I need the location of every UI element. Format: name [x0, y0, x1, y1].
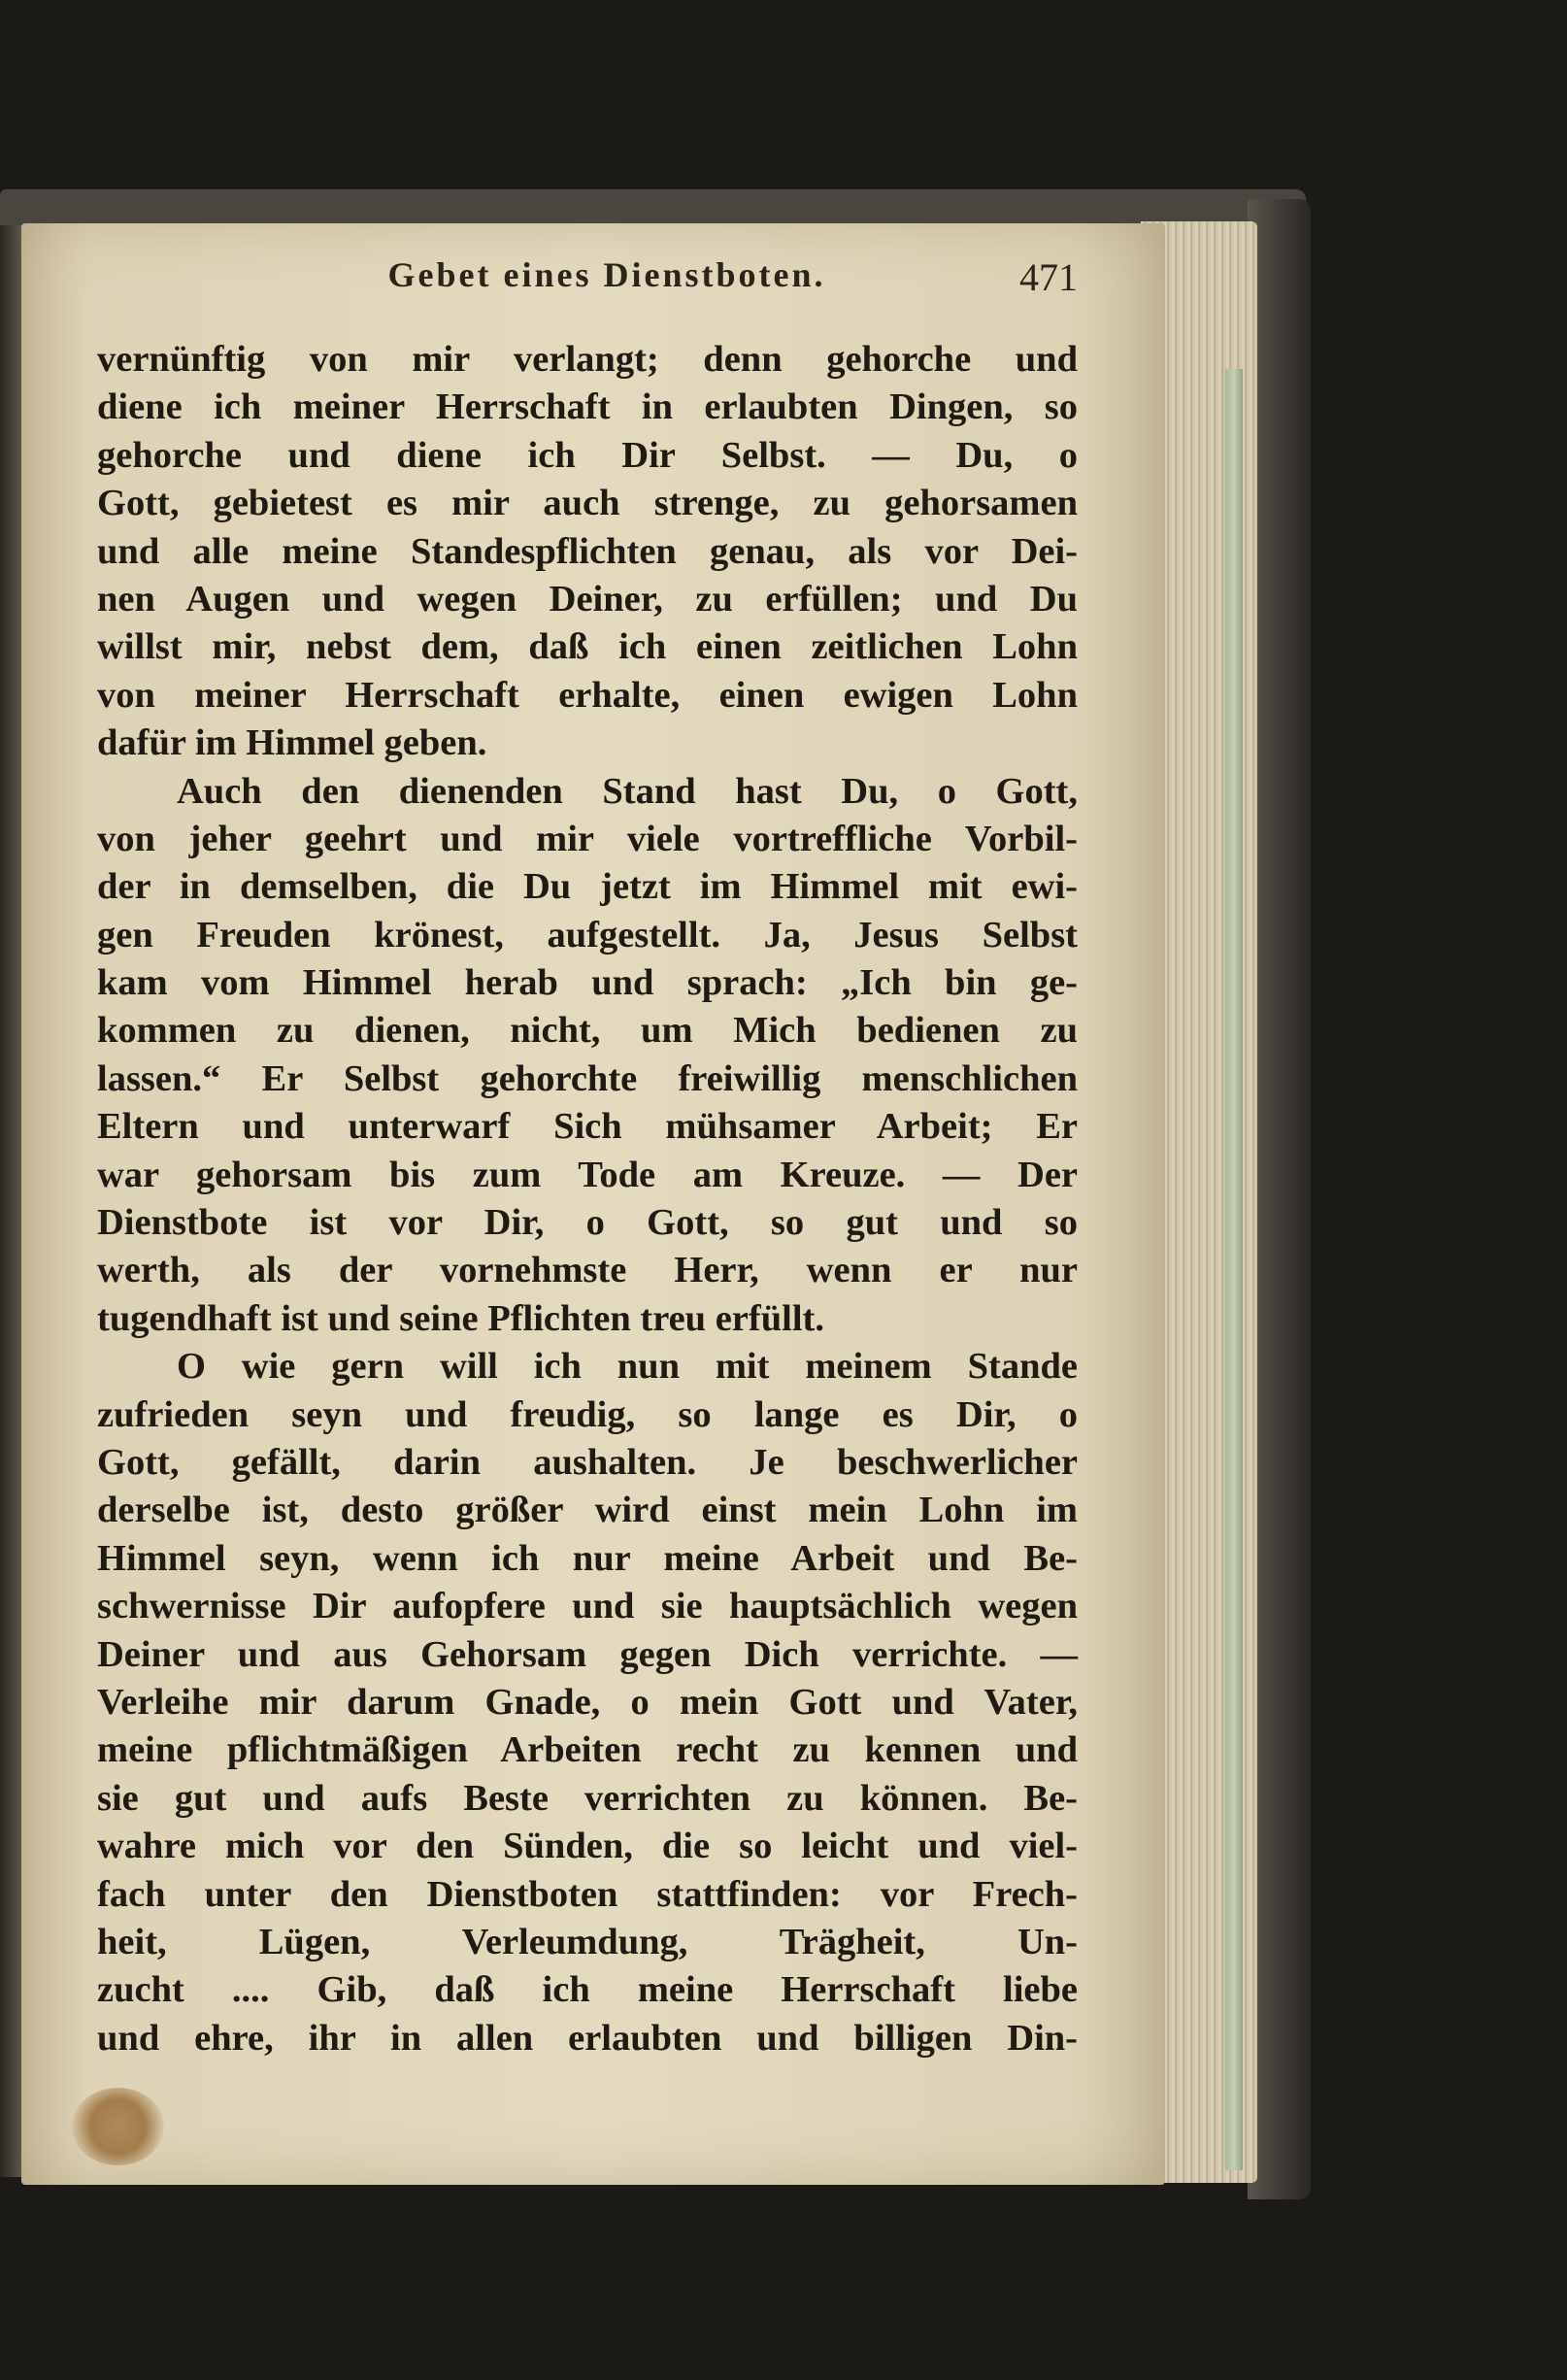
text-line: Gott, gefällt, darin aushalten. Je beschwerlicher	[97, 1441, 1078, 1483]
green-page-edge	[1225, 369, 1243, 2170]
text-line: tugendhaft ist und seine Pflichten treu erfüllt.	[97, 1297, 824, 1339]
text-line: kam vom Himmel herab und sprach: „Ich bin ge-	[97, 962, 1078, 1004]
text-line: Deiner und aus Gehorsam gegen Dich verrichte. —	[97, 1633, 1078, 1675]
text-line: Gott, gebietest es mir auch strenge, zu gehorsamen	[97, 483, 1078, 524]
text-line: O wie gern will ich nun mit meinem Stande	[177, 1346, 1078, 1388]
text-line: meine pflichtmäßigen Arbeiten recht zu kennen und	[97, 1729, 1078, 1771]
text-line: heit, Lügen, Verleumdung, Trägheit, Un-	[97, 1921, 1078, 1962]
text-line: und alle meine Standespflichten genau, als vor Dei-	[97, 530, 1078, 572]
text-line: sie gut und aufs Beste verrichten zu können. Be-	[97, 1777, 1078, 1819]
running-head: Gebet eines Dienstboten.	[387, 255, 826, 294]
text-line: lassen.“ Er Selbst gehorchte freiwillig menschlichen	[97, 1057, 1078, 1099]
text-line: Verleihe mir darum Gnade, o mein Gott und Vater,	[97, 1681, 1078, 1723]
text-line: werth, als der vornehmste Herr, wenn er nur	[97, 1250, 1078, 1291]
text-line: der in demselben, die Du jetzt im Himmel mit ewi-	[97, 866, 1078, 908]
text-line: vernünftig von mir verlangt; denn gehorche und	[97, 339, 1078, 380]
text-line: und ehre, ihr in allen erlaubten und billigen Din-	[97, 2017, 1078, 2059]
paper-stain	[72, 2088, 164, 2165]
text-line: schwernisse Dir aufopfere und sie hauptsächlich wegen	[97, 1586, 1078, 1627]
text-line: Eltern und unterwarf Sich mühsamer Arbeit; Er	[97, 1106, 1078, 1148]
body-text	[97, 336, 1078, 2062]
text-line: Dienstbote ist vor Dir, o Gott, so gut und so	[97, 1202, 1078, 1244]
text-line: willst mir, nebst dem, daß ich einen zeitlichen Lohn	[97, 626, 1078, 668]
text-line: von jeher geehrt und mir viele vortreffliche Vorbil-	[97, 818, 1078, 859]
text-line: gen Freuden krönest, aufgestellt. Ja, Jesus Selbst	[97, 914, 1078, 955]
text-line: diene ich meiner Herrschaft in erlaubten Dingen, so	[97, 386, 1078, 428]
text-line: nen Augen und wegen Deiner, zu erfüllen; und Du	[97, 578, 1078, 620]
text-line: fach unter den Dienstboten stattfinden: vor Frech-	[97, 1873, 1078, 1915]
text-line: gehorche und diene ich Dir Selbst. — Du, o	[97, 434, 1078, 476]
text-line: Himmel seyn, wenn ich nur meine Arbeit und Be-	[97, 1537, 1078, 1579]
text-line: kommen zu dienen, nicht, um Mich bedienen zu	[97, 1010, 1078, 1052]
text-line: Auch den dienenden Stand hast Du, o Gott,	[177, 770, 1078, 812]
text-line: dafür im Himmel geben.	[97, 722, 487, 764]
text-line: wahre mich vor den Sünden, die so leicht und viel-	[97, 1826, 1078, 1867]
text-line: zucht .... Gib, daß ich meine Herrschaft liebe	[97, 1969, 1078, 2011]
text-line: zufrieden seyn und freudig, so lange es Dir, o	[97, 1393, 1078, 1435]
text-line: von meiner Herrschaft erhalte, einen ewigen Lohn	[97, 674, 1078, 716]
page-number: 471	[1019, 255, 1078, 299]
text-line: derselbe ist, desto größer wird einst mein Lohn im	[97, 1490, 1078, 1531]
text-line: war gehorsam bis zum Tode am Kreuze. — Der	[97, 1154, 1078, 1195]
